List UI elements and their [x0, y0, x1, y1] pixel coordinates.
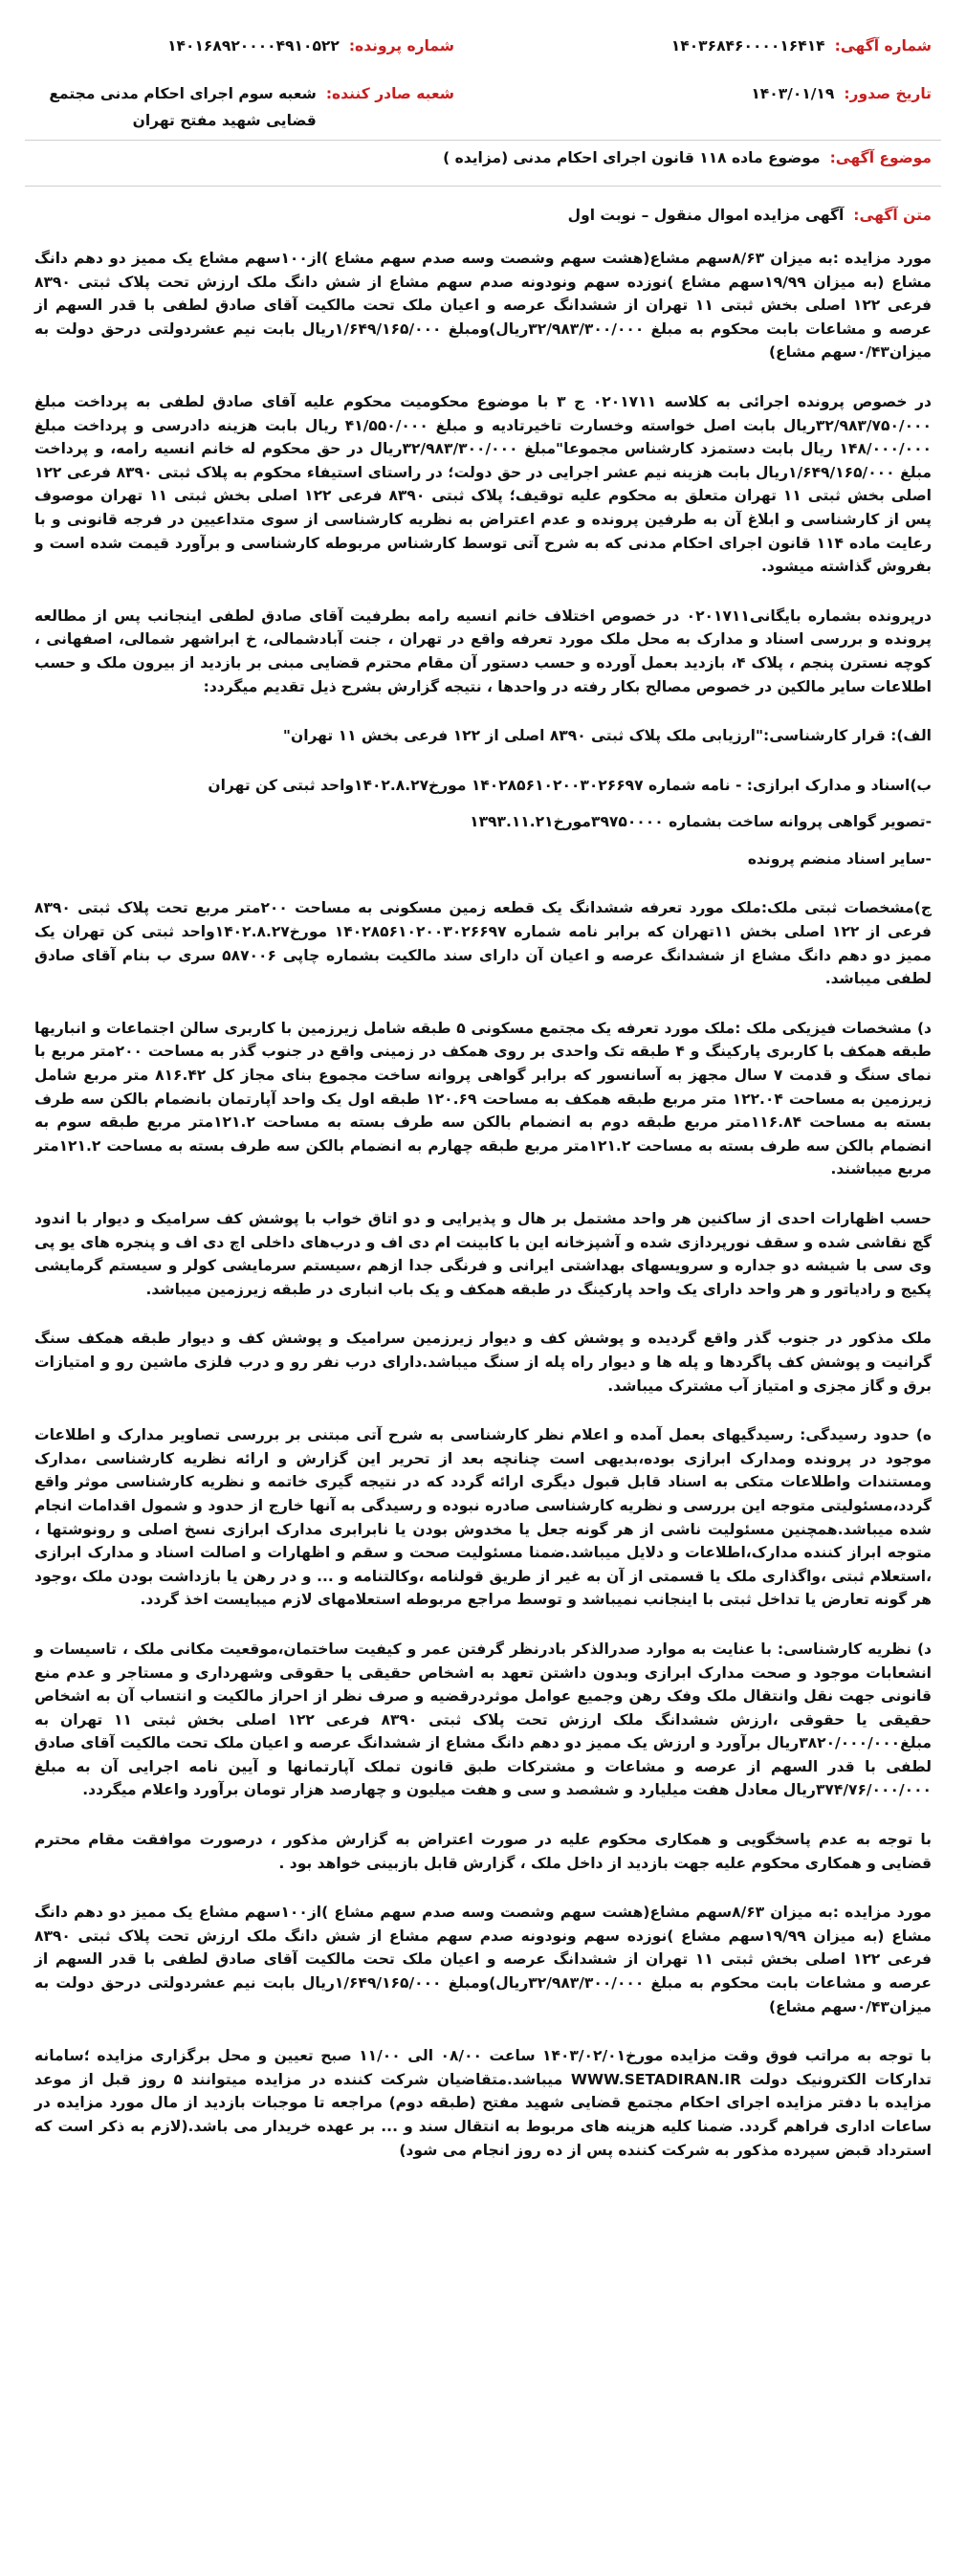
- issue-date-label: تاریخ صدور:: [844, 85, 932, 102]
- issuing-branch-row: [34, 80, 454, 134]
- case-number-label: شماره پرونده:: [348, 37, 454, 55]
- permit-copy-paragraph: -تصویر گواهی پروانه ساخت بشماره ۳۹۷۵۰۰۰۰مورخ۱۳۹۳.۱۱.۲۱: [470, 813, 932, 831]
- header-divider: [25, 140, 941, 141]
- auction-item-repeat-paragraph: مورد مزایده :به میزان ۸/۶۳سهم مشاع(هشت سهم وشصت وسه صدم سهم مشاع )از۱۰۰سهم مشاع یک ممیز دو دهم دانگ مشاع (به میزان ۱۹/۹۹سهم مشاع )نوزده سهم ونودونه صدم سهم مشاع از شش دانگ ملک ارزش تحت پلاک ثبتی ۸۳۹۰ فرعی ۱۲۲ اصلی بخش ثبتی ۱۱ تهران از ششدانگ عرصه و اعیان ملک تحت مالکیت آقای صادق لطفی با قدر السهم از عرصه و مشاعات بابت محکوم به مبلغ ۳۲/۹۸۳/۳۰۰/۰۰۰ریال)ومبلغ ۱/۶۴۹/۱۶۵/۰۰۰ریال بابت نیم عشردولتی درحق دولت به میزان۰/۴۳سهم مشاع): [34, 1904, 932, 2015]
- text-title-value: آگهی مزایده اموال منقول – نوبت اول: [567, 207, 845, 224]
- residents-statements-paragraph: حسب اظهارات احدی از ساکنین هر واحد مشتمل بر هال و پذیرایی و دو اتاق خواب با پوشش کف سرامیک و دیوار با اندود گچ نقاشی شده و سقف نورپردازی شده و آشپزخانه این با کابینت ام دی اف و درب‌های داخلی اچ دی اف و پنجره های یو پی وی سی با شیشه دو جداره و سرویسهای بهداشتی ایرانی و فرنگی جدا ازهم ،سیستم سرمایشی کولر و سیستم گرمایشی پکیج و رادیاتور و هر واحد دارای یک واحد پارکینگ در طبقه همکف و یک باب انباری در طبقه زیرزمین میباشد.: [34, 1210, 932, 1298]
- case-background-paragraph: در خصوص پرونده اجرائی به کلاسه ۰۲۰۱۷۱۱ ج ۳ با موضوع محکومیت محکوم علیه آقای صادق لطفی به پرداخت مبلغ ۳۲/۹۸۳/۷۵۰/۰۰۰ریال بابت اصل خواسته وخسارت تاخیرتادیه و مبلغ ۴۱/۵۵۰/۰۰۰ ریال بابت هزینه دادرسی و پرداخت مبلغ ۱۴۸/۰۰۰/۰۰۰ ریال بابت دستمزد کارشناس مجموعا"مبلغ ۳۲/۹۸۳/۳۰۰/۰۰۰ریال در حق محکوم له خانم انسیه رامه، و پرداخت مبلغ ۱/۶۴۹/۱۶۵/۰۰۰ریال بابت هزینه نیم عشر اجرایی در حق دولت؛ در راستای استیفاء محکوم به پلاک ثبتی ۸۳۹۰ فرعی ۱۲۲ اصلی بخش ثبتی ۱۱ تهران متعلق به محکوم علیه توقیف؛ پلاک ثبتی ۸۳۹۰ فرعی ۱۲۲ اصلی بخش ثبتی ۱۱ تهران موصوف پس از کارشناسی و ابلاغ آن به طرفین پرونده و عدم اعتراض به نظریه کارشناسی از سوی متداعیین در فرجه قانونی و با رعایت ماده ۱۱۴ قانون اجرای احکام مدنی که به شرح آتی توسط کارشناس مربوطه کارشناسی و برآورد قیمت شده است و بفروش گذاشته میشود.: [34, 392, 932, 576]
- other-documents-paragraph: -سایر اسناد منضم پرونده: [747, 849, 932, 868]
- review-note-paragraph: با توجه به عدم پاسخگویی و همکاری محکوم علیه در صورت اعتراض به گزارش مذکور ، درصورت موافقت مقام محترم قضایی و همکاری محکوم علیه جهت بازدید از داخل ملک ، گزارش قابل بازبینی خواهد بود .: [34, 1831, 932, 1872]
- physical-specs-paragraph: د) مشخصات فیزیکی ملک :ملک مورد تعرفه یک مجتمع مسکونی ۵ طبقه شامل زیرزمین با کاربری سالن اجتماعات و انباریها طبقه همکف با کاربری پارکینگ و ۴ طبقه تک واحدی بر روی همکف در زمینی واقع در جنوب گذر به مساحت ۲۰۰متر مربع با نمای سنگ و قدمت ۷ سال مجهز به آسانسور که برابر گواهی پروانه ساخت مجموع بنای مجاز کل ۸۱۶.۴۲ متر مربع شامل زیرزمین به مساحت ۱۲۲.۰۴ متر مربع طبقه همکف به مساحت ۱۲۰.۶۹ طبقه اول یک واحد آپارتمان بانضمام بالکن سه طرف بسته به مساحت ۱۱۶.۸۴متر مربع طبقه دوم به انضمام بالکن سه طرف بسته به مساحت ۱۲۱.۲متر مربع طبقه سوم به انضمام بالکن سه طرف بسته به مساحت ۱۲۱.۲متر مربع طبقه چهارم به انضمام بالکن سه طرف بسته به مساحت ۱۲۱.۲متر مربع میباشند.: [34, 1019, 932, 1178]
- issue-date-row: [512, 80, 932, 134]
- case-number-row: [34, 33, 454, 59]
- appraisal-order-paragraph: الف): قرار کارشناسی:"ارزیابی ملک پلاک ثبتی ۸۳۹۰ اصلی از ۱۲۲ فرعی بخش ۱۱ تهران": [282, 727, 932, 745]
- auction-item-paragraph: مورد مزایده :به میزان ۸/۶۳سهم مشاع(هشت سهم وشصت وسه صدم سهم مشاع )از۱۰۰سهم مشاع یک ممیز دو دهم دانگ مشاع (به میزان ۱۹/۹۹سهم مشاع )نوزده سهم ونودونه صدم سهم مشاع از شش دانگ ملک ارزش تحت پلاک ثبتی ۸۳۹۰ فرعی ۱۲۲ اصلی بخش ثبتی ۱۱ تهران از ششدانگ عرصه و اعیان ملک تحت مالکیت آقای صادق لطفی با قدر السهم از عرصه و مشاعات بابت محکوم به مبلغ ۳۲/۹۸۳/۳۰۰/۰۰۰ریال)ومبلغ ۱/۶۴۹/۱۶۵/۰۰۰ریال بابت نیم عشردولتی درحق دولت به میزان۰/۴۳سهم مشاع): [34, 250, 932, 362]
- ad-number: ۱۴۰۳۶۸۴۶۰۰۰۰۱۶۴۱۴: [670, 37, 825, 55]
- text-title-label: متن آگهی:: [853, 207, 932, 224]
- subject-label: موضوع آگهی:: [829, 149, 932, 166]
- case-number: ۱۴۰۱۶۸۹۲۰۰۰۰۴۹۱۰۵۲۲: [167, 37, 340, 55]
- documents-paragraph: ب)اسناد و مدارک ابرازی: - نامه شماره ۱۴۰۲۸۵۶۱۰۲۰۰۳۰۲۶۶۹۷ مورخ۱۴۰۲.۸.۲۷واحد ثبتی کن تهران: [208, 776, 932, 794]
- review-scope-paragraph: ه) حدود رسیدگی: رسیدگیهای بعمل آمده و اعلام نظر کارشناسی به شرح آتی مبتنی بر بررسی تصاویر مدارک و اطلاعات موجود در پرونده ومدارک ابرازی بوده،بدیهی است چنانچه بعد از تحریر این گزارش و ارائه نظریه کارشناسی ،مدارک ومستندات واطلاعات متکی به اسناد قابل قبول دیگری ارائه گردد که در نتیجه گیری خاتمه و نظریه کارشناسی موثر واقع گردد،مسئولیتی متوجه این بررسی و نظریه کارشناسی صادره نبوده و رسیدگی به آنها خارج از حدود و شمول اقدامات انجام شده میباشد.همچنین مسئولیت ناشی از هر گونه جعل یا مخدوش بودن یا نابرابری مدارک ابرازی نسخ اصلی و رونوشتها ، متوجه ابراز کننده مدارک،اطلاعات و دلایل میباشد.ضمنا مسئولیت صحت و سقم و اظهارات و اصالت اسناد و مدارک ابرازی ،استعلام ثبتی ،واگذاری ملک یا قسمتی از آن به غیر از طریق قولنامه ،وکالتنامه و ... و در رهن یا بازداشت بودن ملک ،وجود هر گونه تعارض یا تداخل ثبتی با اینجانب نمیباشد و توسط مراجع مربوطه استعلامهای لازم میبایست اخذ گردد.: [34, 1426, 932, 1609]
- notice-body: [34, 247, 932, 2188]
- subject-value: موضوع ماده ۱۱۸ قانون اجرای احکام مدنی (مزایده ): [443, 149, 821, 166]
- auction-time-paragraph: با توجه به مراتب فوق وقت مزایده مورخ۱۴۰۳/۰۲/۰۱ ساعت ۰۸/۰۰ الی ۱۱/۰۰ صبح تعیین و محل برگزاری مزایده ؛سامانه تدارکات الکترونیک دولت WWW.SETADIRAN.IR میباشد.متقاضیان شرکت کننده در مزایده میتوانند ۵ روز قبل از موعد مزایده با دفتر مزایده اجرای احکام مجتمع قضایی شهید مفتح (طبقه دوم) مراجعه تا موجبات بازدید از مال مورد مزایده در ساعات اداری فراهم گردد. ضمنا کلیه هزینه های مربوط به انتقال سند و ... بر عهده خریدار می باشد.(لازم به ذکر است که استرداد قبض سپرده مذکور به شرکت کننده پس از ده روز انجام می شود): [34, 2047, 932, 2159]
- issuing-branch-label: شعبه صادر کننده:: [325, 85, 454, 102]
- notice-header: [34, 33, 932, 134]
- subject-divider: [25, 186, 941, 187]
- property-location-paragraph: ملک مذکور در جنوب گذر واقع گردیده و پوشش کف و دیوار زیرزمین سرامیک و پوشش کف و دیوار طبقه همکف سنگ گرانیت و پوشش کف پاگردها و پله ها و دیوار راه پله از سنگ میباشد.دارای درب نفر رو و درب فلزی ماشین رو و امتیازات برق و گاز مجزی و امتیاز آب مشترک میباشد.: [34, 1330, 932, 1395]
- issue-date: ۱۴۰۳/۰۱/۱۹: [751, 85, 835, 102]
- ad-number-row: [512, 33, 932, 59]
- expert-opinion-paragraph: د) نظریه کارشناسی: با عنایت به موارد صدرالذکر بادرنظر گرفتن عمر و کیفیت ساختمان،موقعیت مکانی ملک ، تاسیسات و انشعابات موجود و صحت مدارک ابرازی وبدون داشتن تعهد به اشخاص حقیقی یا حقوقی وشهرداری و مستاجر و عدم منع قانونی جهت نقل وانتقال ملک وفک رهن وجمیع عوامل موثردرقضیه و صرف نظر از احراز مالکیت و انتساب آن به اشخاص حقیقی یا حقوقی ،ارزش ششدانگ ملک ارزش تحت پلاک ثبتی ۸۳۹۰ فرعی ۱۲۲ اصلی بخش ثبتی ۱۱ تهران به مبلغ۳۸۲۰/۰۰۰/۰۰۰ریال برآورد و ارزش یک ممیز دو دهم دانگ مشاع از ششدانگ عرصه و اعیان ملک تحت مالکیت آقای صادق لطفی با قدر السهم از عرصه و مشاعات و مشترکات طبق قانون تملک آپارتمانها و آیین نامه اجرایی آن به مبلغ ۳۷۴/۷۶/۰۰۰/۰۰۰ریال معادل هفت میلیارد و ششصد و سی و هفت میلیون و چهارصد هزار تومان برآورد واعلام میگردد.: [34, 1640, 933, 1799]
- text-title-row: [34, 207, 932, 224]
- expert-visit-paragraph: درپرونده بشماره بایگانی۰۲۰۱۷۱۱ در خصوص اختلاف خانم انسیه رامه بطرفیت آقای صادق لطفی اینجانب پس از مطالعه پرونده و بررسی اسناد و مدارک به محل ملک مورد تعرفه واقع در تهران ، جنت آبادشمالی، خ ابراشهر شمالی، اصفهانی ، کوچه نسترن پنجم ، پلاک ۴، بازدید بعمل آورده و حسب دستور آن مقام محترم قضایی مبنی بر بازدید از بیرون ملک و حسب اطلاعات سایر مالکین در خصوص مصالح بکار رفته در واحدها ، نتیجه گزارش بشرح ذیل تقدیم میگردد:: [34, 606, 932, 695]
- subject-row: [34, 149, 932, 166]
- issuing-branch: شعبه سوم اجرای احکام مدنی مجتمع قضایی شهید مفتح تهران: [49, 85, 317, 129]
- registration-specs-paragraph: ج)مشخصات ثبتی ملک:ملک مورد تعرفه ششدانگ یک قطعه زمین مسکونی به مساحت ۲۰۰متر مربع تحت پلاک ثبتی ۸۳۹۰ فرعی از ۱۲۲ اصلی بخش ۱۱تهران که برابر نامه شماره ۱۴۰۲۸۵۶۱۰۲۰۰۳۰۲۶۶۹۷ مورخ۱۴۰۲.۸.۲۷واحد ثبتی کن تهران یک ممیز دو دهم دانگ مشاع از ششدانگ عرصه و اعیان آن دارای سند مالکیت بشماره چاپی ۵۸۷۰۰۶ سری ب بنام آقای صادق لطفی میباشد.: [34, 899, 933, 988]
- ad-number-label: شماره آگهی:: [834, 37, 932, 55]
